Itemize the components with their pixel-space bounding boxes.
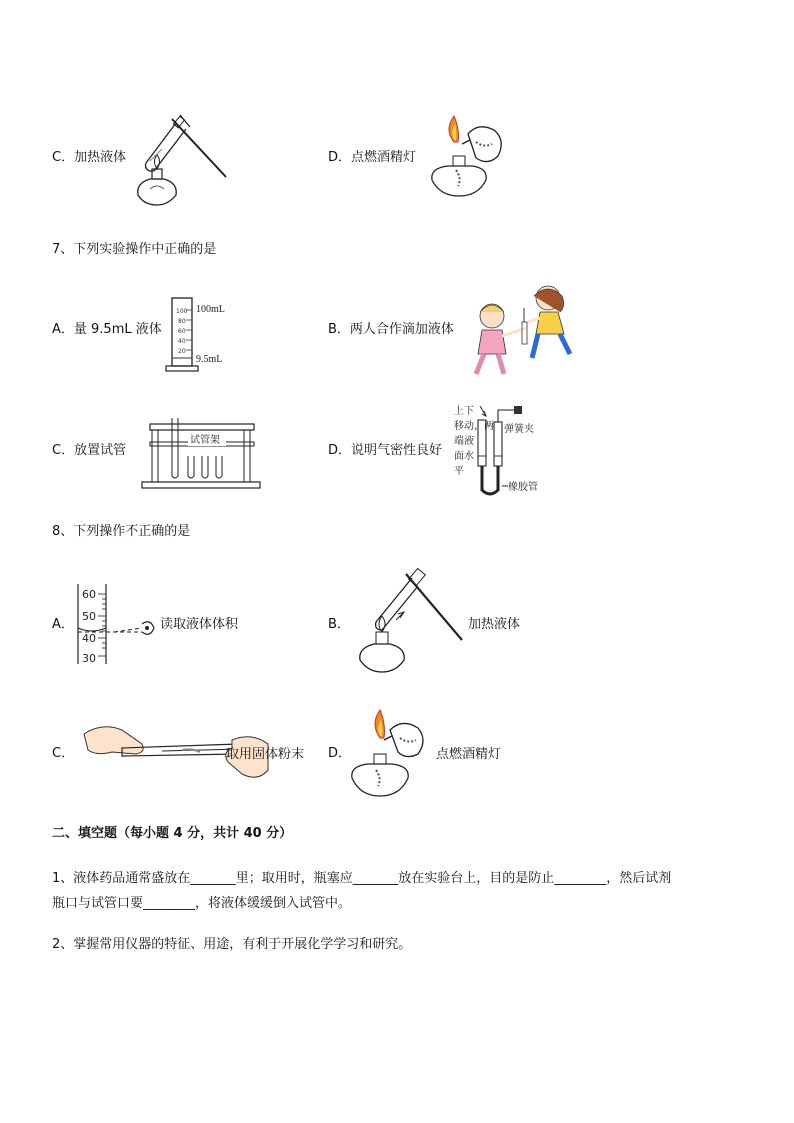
test-tube-rack-figure bbox=[140, 414, 264, 490]
cyl-label-100ml: 100mL bbox=[196, 304, 225, 315]
q7-stem: 7、下列实验操作中正确的是 bbox=[52, 242, 217, 257]
scale-tick-60: 60 bbox=[82, 588, 96, 601]
q8-option-c-letter: C． bbox=[52, 746, 75, 761]
section2-title: 二、填空题（每小题 4 分，共计 40 分） bbox=[52, 826, 293, 841]
q8-option-d-letter: D． bbox=[328, 746, 352, 761]
rubber-tube-label: 橡胶管 bbox=[508, 482, 538, 493]
rack-label: 试管架 bbox=[190, 435, 220, 446]
q8-stem: 8、下列操作不正确的是 bbox=[52, 524, 191, 539]
taking-powder-label: 取用固体粉末 bbox=[226, 747, 305, 762]
scale-tick-30: 30 bbox=[82, 652, 96, 665]
airtight-label-line5: 平 bbox=[454, 466, 464, 477]
lighting-lamp-label: 点燃酒精灯 bbox=[436, 747, 502, 762]
q8-option-a-letter: A． bbox=[52, 617, 74, 632]
cyl-tick-100: 100 bbox=[176, 308, 188, 315]
scale-tick-40: 40 bbox=[82, 632, 96, 645]
cyl-tick-80: 80 bbox=[178, 318, 186, 325]
airtight-label-line4: 面水 bbox=[454, 451, 474, 462]
cyl-tick-40: 40 bbox=[178, 338, 186, 345]
airtight-label-line2: 移动，两 bbox=[454, 421, 494, 432]
cyl-label-9.5ml: 9.5mL bbox=[196, 354, 223, 365]
q8-option-b-letter: B． bbox=[328, 617, 350, 632]
fill-question-2: 2、掌握常用仪器的特征、用途，有利于开展化学学习和研究。 bbox=[52, 937, 412, 952]
fill-question-1-line1: 1、液体药品通常盛放在_______里；取用时，瓶塞应_______放在实验台上，目的是防止________，然后试剂 bbox=[52, 871, 672, 886]
fill-question-1-line2: 瓶口与试管口要________，将液体缓缓倒入试管中。 bbox=[52, 896, 352, 911]
scale-tick-50: 50 bbox=[82, 610, 96, 623]
q6-option-c: C．加热液体 bbox=[52, 150, 127, 165]
lighting-lamp-figure-b bbox=[350, 708, 520, 804]
q6-option-d: D．点燃酒精灯 bbox=[328, 150, 417, 165]
taking-powder-figure bbox=[82, 722, 322, 792]
graduated-cylinder-figure bbox=[166, 294, 236, 374]
lighting-lamp-figure bbox=[420, 112, 512, 204]
reading-volume-label: 读取液体体积 bbox=[160, 617, 239, 632]
cyl-tick-20: 20 bbox=[178, 348, 186, 355]
heating-liquid-figure bbox=[128, 105, 228, 211]
air-tightness-figure bbox=[452, 402, 562, 500]
q7-option-c: C．放置试管 bbox=[52, 443, 127, 458]
q7-option-a: A．量 9.5mL 液体 bbox=[52, 322, 162, 337]
fill-question-1 bbox=[52, 866, 752, 916]
q7-option-b: B．两人合作滴加液体 bbox=[328, 322, 454, 337]
q7-option-d: D．说明气密性良好 bbox=[328, 443, 443, 458]
heating-liquid-figure-b bbox=[356, 568, 536, 680]
airtight-label-line1: 上下 bbox=[454, 406, 474, 417]
heating-liquid-label: 加热液体 bbox=[468, 617, 521, 632]
cyl-tick-60: 60 bbox=[178, 328, 186, 335]
reading-volume-figure bbox=[74, 584, 254, 668]
two-children-figure bbox=[466, 282, 578, 380]
spring-clip-label: 弹簧夹 bbox=[504, 424, 534, 435]
airtight-label-line3: 端液 bbox=[454, 436, 474, 447]
